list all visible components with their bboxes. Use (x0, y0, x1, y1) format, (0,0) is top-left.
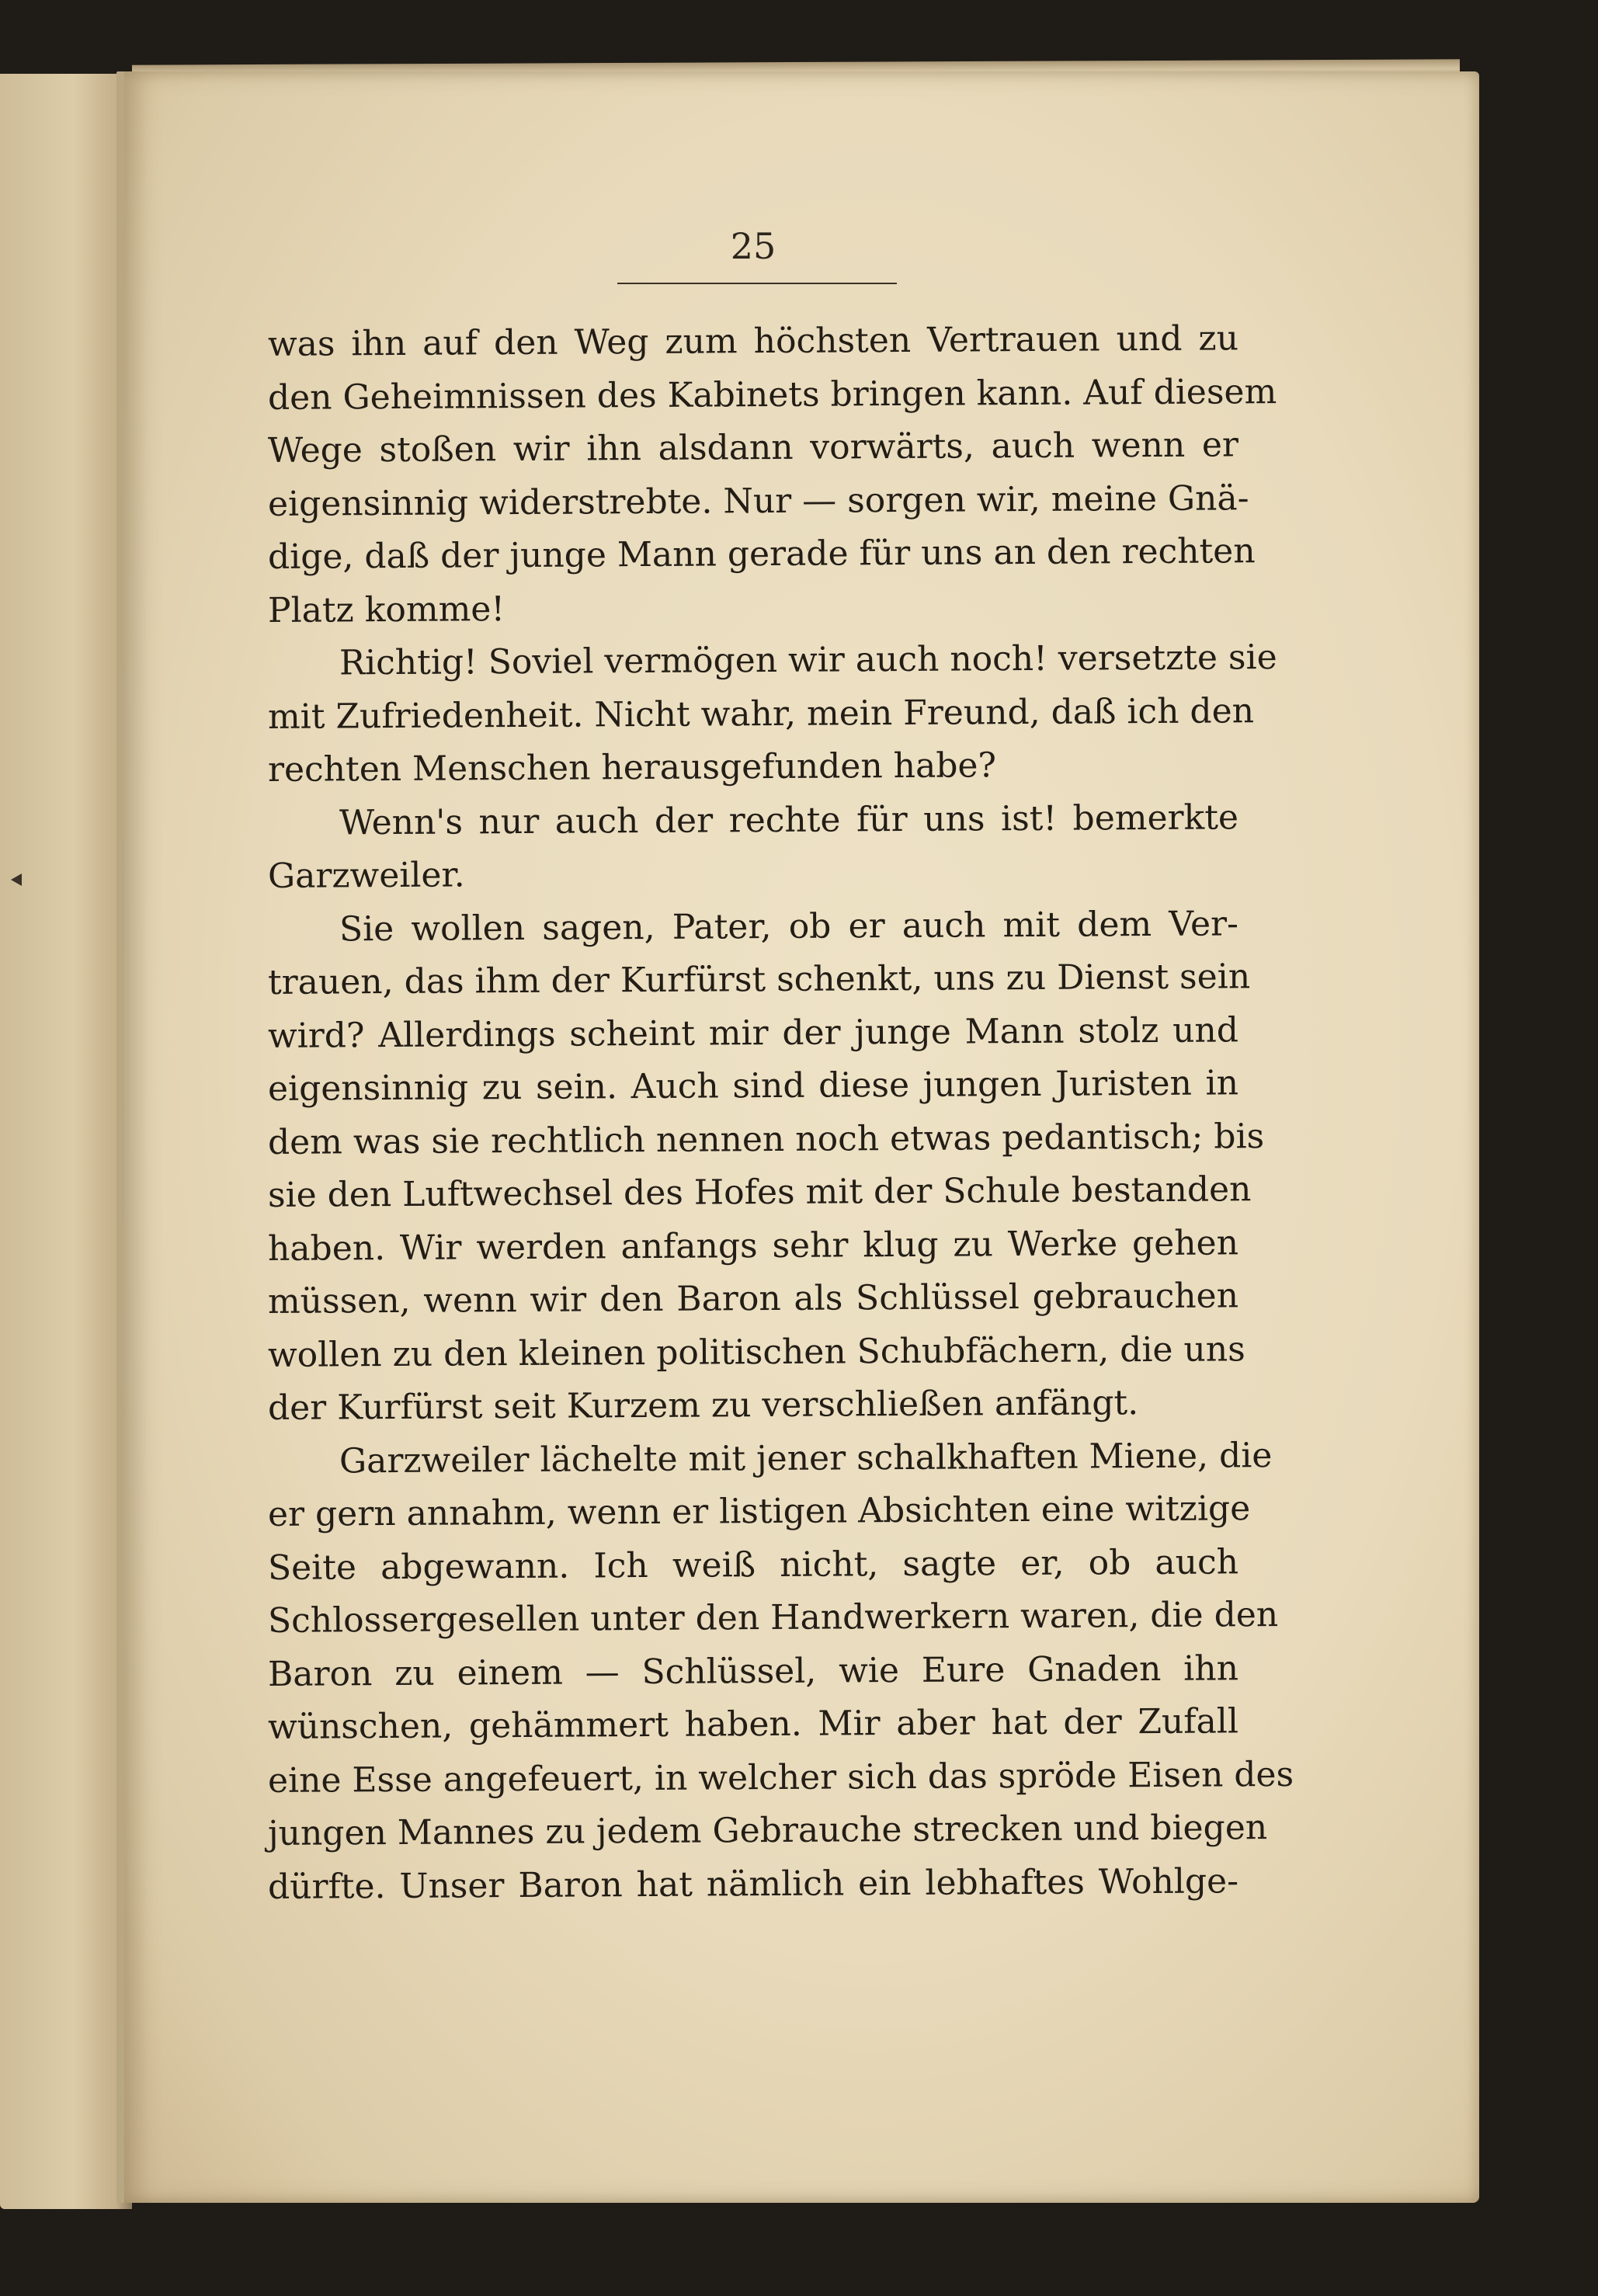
text-line: was ihn auf den Weg zum höchsten Vertrauen und zu (267, 318, 1239, 364)
text-line: Schlossergesellen unter den Handwerkern waren, die den (267, 1595, 1279, 1641)
text-line: eine Esse angefeuert, in welcher sich das spröde Eisen des (267, 1754, 1294, 1801)
text-line: er gern annahm, wenn er listigen Absichten eine witzige (267, 1488, 1251, 1534)
text-line: Garzweiler. (267, 855, 465, 896)
text-line: Platz komme! (267, 589, 505, 630)
text-line: haben. Wir werden anfangs sehr klug zu Werke gehen (267, 1222, 1239, 1269)
text-line: Sie wollen sagen, Pater, ob er auch mit dem Ver- (339, 903, 1239, 949)
text-line: trauen, das ihm der Kurfürst schenkt, uns zu Dienst sein (267, 957, 1251, 1002)
text-line: müssen, wenn wir den Baron als Schlüssel gebrauchen (267, 1276, 1239, 1322)
text-line: wünschen, gehämmert haben. Mir aber hat der Zufall (267, 1701, 1239, 1747)
text-line: Richtig! Soviel vermögen wir auch noch! versetzte sie (339, 637, 1277, 683)
text-line: der Kurfürst seit Kurzem zu verschließen anfängt. (267, 1383, 1139, 1428)
margin-mark (11, 874, 22, 886)
text-line: Wenn's nur auch der rechte für uns ist! bemerkte (339, 797, 1239, 842)
text-line: Baron zu einem — Schlüssel, wie Eure Gnaden ihn (267, 1648, 1239, 1694)
text-line: eigensinnig zu sein. Auch sind diese jungen Juristen in (267, 1063, 1239, 1109)
text-line: den Geheimnissen des Kabinets bringen kann. Auf diesem (267, 371, 1277, 418)
text-line: Wege stoßen wir ihn alsdann vorwärts, auch wenn er (267, 425, 1239, 471)
text-line: Garzweiler lächelte mit jener schalkhaften Miene, die (339, 1435, 1273, 1481)
text-line: rechten Menschen herausgefunden habe? (267, 745, 997, 790)
text-line: mit Zufriedenheit. Nicht wahr, mein Freund, daß ich den (267, 690, 1255, 737)
text-line: jungen Mannes zu jedem Gebrauche strecken und biegen (267, 1808, 1268, 1853)
header-rule (617, 283, 897, 284)
text-line: dem was sie rechtlich nennen noch etwas pedantisch; bis (267, 1116, 1265, 1162)
text-line: dürfte. Unser Baron hat nämlich ein lebhaftes Wohlge- (267, 1860, 1239, 1907)
page-number: 25 (730, 225, 776, 267)
text-line: wird? Allerdings scheint mir der junge Mann stolz und (267, 1009, 1239, 1056)
text-line: Seite abgewann. Ich weiß nicht, sagte er, ob auch (267, 1541, 1239, 1588)
left-page-edge (0, 74, 132, 2209)
text-line: wollen zu den kleinen politischen Schubfächern, die uns (267, 1329, 1245, 1375)
body-text (267, 318, 1294, 1914)
text-line: dige, daß der junge Mann gerade für uns an den rechten (267, 531, 1256, 577)
text-line: sie den Luftwechsel des Hofes mit der Schule bestanden (267, 1169, 1252, 1215)
text-line: eigensinnig widerstrebte. Nur — sorgen wir, meine Gnä- (267, 478, 1249, 524)
